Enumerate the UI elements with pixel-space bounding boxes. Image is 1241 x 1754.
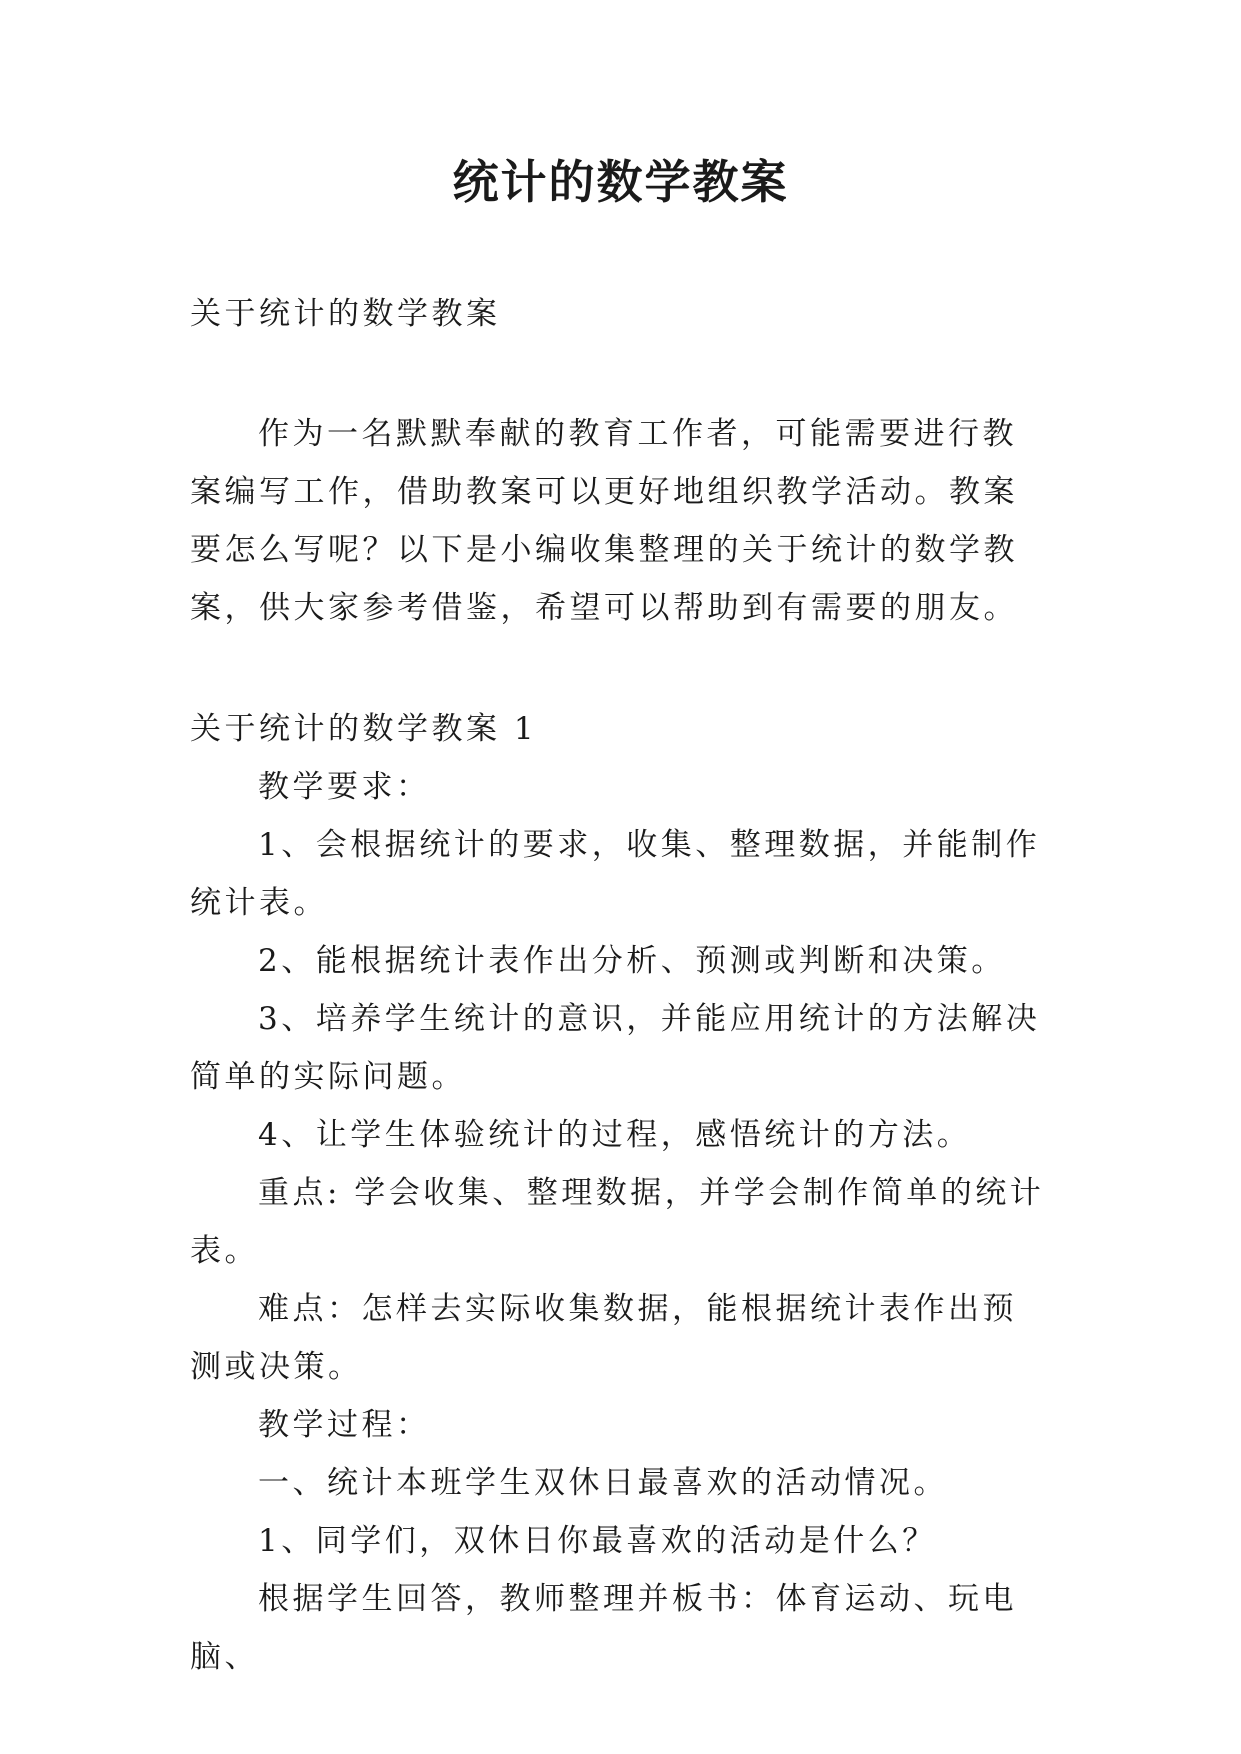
requirement-item-1: 1、会根据统计的要求，收集、整理数据，并能制作统计表。 — [190, 827, 1041, 921]
section-heading: 关于统计的数学教案 1 — [190, 711, 538, 747]
document-title: 统计的数学教案 — [452, 155, 789, 209]
requirement-item-4: 4、让学生体验统计的过程，感悟统计的方法。 — [258, 1117, 972, 1153]
teaching-process-label: 教学过程： — [258, 1407, 431, 1443]
lesson-section — [190, 700, 1050, 1686]
teaching-requirements-label: 教学要求： — [258, 769, 431, 805]
process-note: 根据学生回答，教师整理并板书：体育运动、玩电脑、 — [190, 1581, 1017, 1675]
document-subtitle: 关于统计的数学教案 — [190, 296, 501, 332]
difficult-point: 难点：怎样去实际收集数据，能根据统计表作出预测或决策。 — [190, 1291, 1017, 1385]
process-step-1: 一、统计本班学生双休日最喜欢的活动情况。 — [258, 1465, 948, 1501]
requirement-item-2: 2、能根据统计表作出分析、预测或判断和决策。 — [258, 943, 1006, 979]
process-question-1: 1、同学们，双休日你最喜欢的活动是什么？ — [258, 1523, 937, 1559]
key-point: 重点: 学会收集、整理数据，并学会制作简单的统计表。 — [190, 1175, 1045, 1269]
requirement-item-3: 3、培养学生统计的意识，并能应用统计的方法解决简单的实际问题。 — [190, 1001, 1041, 1095]
intro-paragraph: 作为一名默默奉献的教育工作者，可能需要进行教案编写工作，借助教案可以更好地组织教学活动。教案要怎么写呢？以下是小编收集整理的关于统计的数学教案，供大家参考借鉴，希望可以帮助到有需要的朋友。 — [190, 416, 1018, 626]
